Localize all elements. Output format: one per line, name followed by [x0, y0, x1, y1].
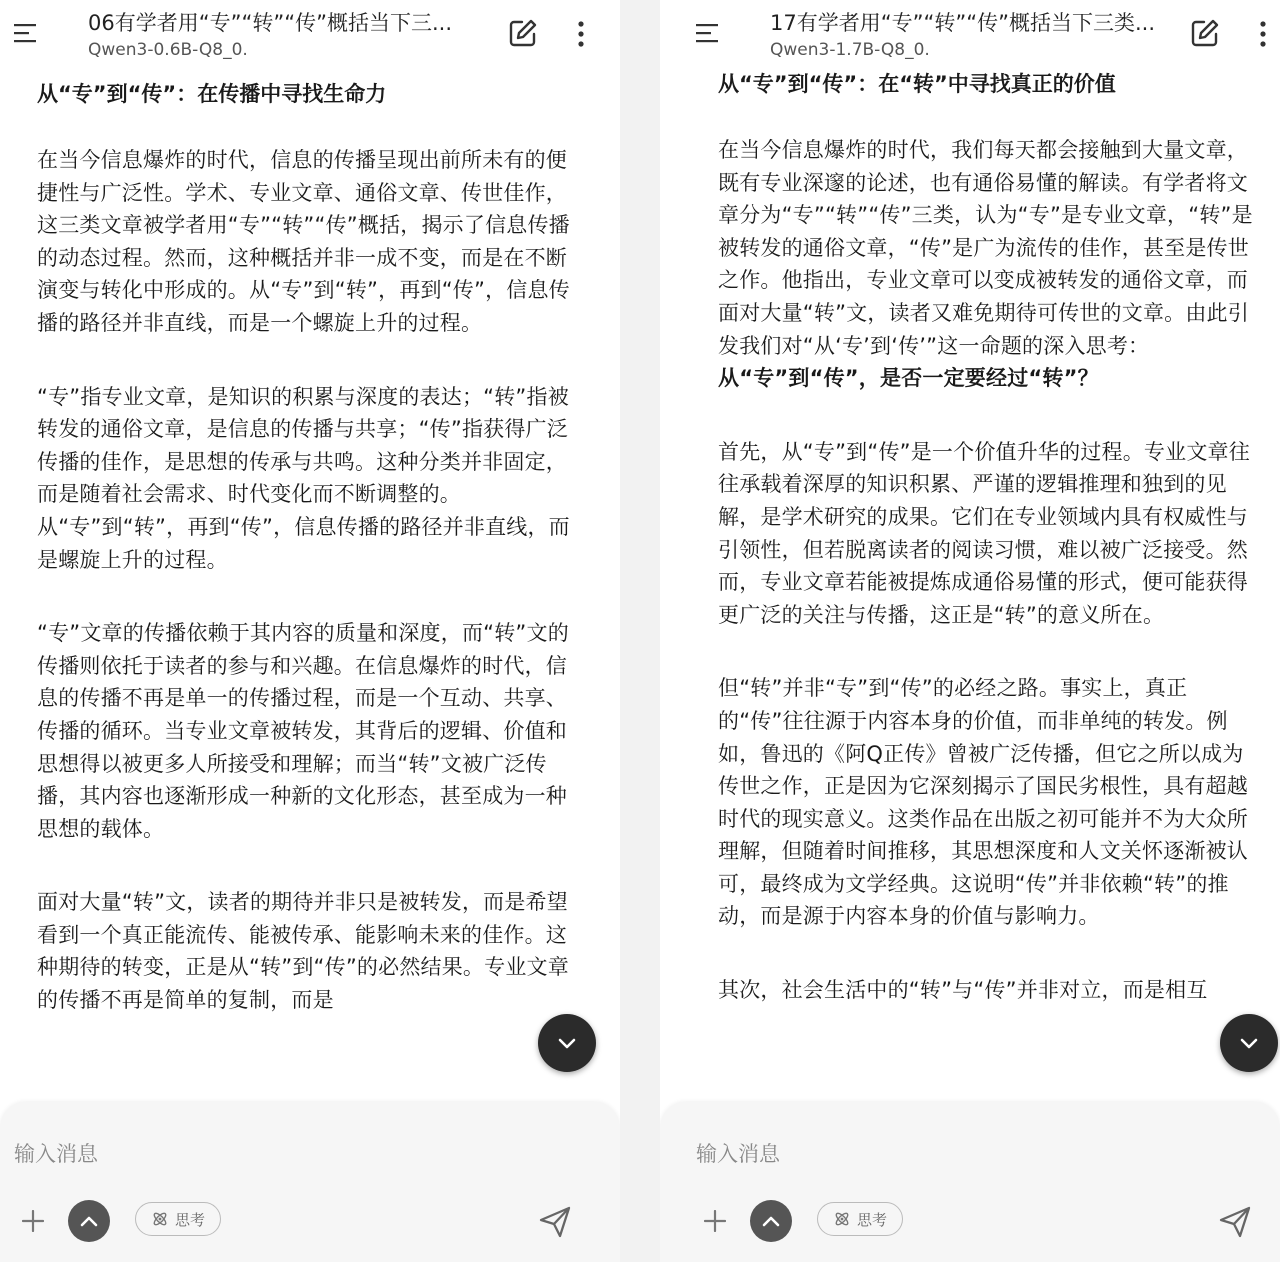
message-paragraph: “专”文章的传播依赖于其内容的质量和深度，而“转”文的传播则依托于读者的参与和兴趣。在信息爆炸的时代，信息的传播不再是单一的传播过程，而是一个互动、共享、传播的循环。当专业文章被转发，其背后的逻辑、价值和思想得以被更多人所接受和理解；而当“转”文被广泛传播，其内容也逐渐形成一种新的文化形态，甚至成为一种思想的载体。	[37, 621, 569, 841]
think-label: 思考	[856, 1210, 887, 1229]
chat-panel-left	[0, 0, 620, 1262]
chat-header	[660, 0, 1280, 70]
think-toggle-button[interactable]	[135, 1202, 221, 1236]
send-icon[interactable]	[1218, 1205, 1252, 1239]
plus-icon[interactable]	[704, 1210, 726, 1232]
message-paragraph: “专”指专业文章，是知识的积累与深度的表达；“转”指被转发的通俗文章，是信息的传播与共享；“传”指获得广泛传播的佳作，是思想的传承与共鸣。这种分类并非固定，而是随着社会需求、时代变化而不断调整的。从“专”到“转”，再到“传”，信息传播的路径并非直线，而是螺旋上升的过程。	[37, 384, 570, 572]
more-options-icon[interactable]	[576, 20, 586, 48]
chat-titles	[88, 10, 488, 62]
scroll-to-bottom-button[interactable]	[1220, 1014, 1278, 1072]
chat-header	[0, 0, 620, 70]
plus-icon[interactable]	[22, 1210, 44, 1232]
message-input[interactable]	[694, 1136, 1178, 1172]
think-label: 思考	[174, 1210, 205, 1229]
message-heading: 从“专”到“传”：在传播中寻找生命力	[37, 82, 387, 106]
new-chat-icon[interactable]	[508, 18, 538, 48]
model-name[interactable]: Qwen3-0.6B-Q8_0.	[88, 40, 248, 60]
chevron-up-icon	[79, 1212, 99, 1230]
message-input[interactable]	[12, 1136, 496, 1172]
chat-titles	[770, 10, 1170, 62]
message-content	[718, 68, 1253, 1102]
menu-icon[interactable]	[14, 22, 38, 44]
scroll-to-bottom-button[interactable]	[538, 1014, 596, 1072]
atom-icon	[151, 1210, 169, 1228]
model-name[interactable]: Qwen3-1.7B-Q8_0.	[770, 40, 930, 60]
more-options-icon[interactable]	[1258, 20, 1268, 48]
message-paragraph: 首先，从“专”到“传”是一个价值升华的过程。专业文章往往承载着深厚的知识积累、严谨的逻辑推理和独到的见解，是学术研究的成果。它们在专业领域内具有权威性与引领性，但若脱离读者的阅读习惯，难以被广泛接受。然而，专业文章若能被提炼成通俗易懂的形式，便可能获得更广泛的关注与传播，这正是“转”的意义所在。	[718, 439, 1250, 627]
chevron-down-icon	[1237, 1031, 1261, 1055]
message-paragraph: 在当今信息爆炸的时代，信息的传播呈现出前所未有的便捷性与广泛性。学术、专业文章、通俗文章、传世佳作，这三类文章被学者用“专”“转”“传”概括，揭示了信息传播的动态过程。然而，这种概括并非一成不变，而是在不断演变与转化中形成的。从“专”到“转”，再到“传”，信息传播的路径并非直线，而是一个螺旋上升的过程。	[37, 148, 570, 335]
chat-title: 06有学者用“专”“转”“传”概括当下三...	[88, 11, 453, 35]
chevron-up-icon	[761, 1212, 781, 1230]
paragraph-bold-text: 从“专”到“传”，是否一定要经过“转”？	[718, 366, 1099, 391]
new-chat-icon[interactable]	[1190, 18, 1220, 48]
chevron-down-icon	[555, 1031, 579, 1055]
message-paragraph: 面对大量“转”文，读者的期待并非只是被转发，而是希望看到一个真正能流传、能被传承、能影响未来的佳作。这种期待的转变，正是从“转”到“传”的必然结果。专业文章的传播不再是简单的复制，而是	[37, 890, 569, 1013]
message-paragraph: 其次，社会生活中的“转”与“传”并非对立，而是相互	[718, 978, 1208, 1003]
chat-title: 17有学者用“专”“转”“传”概括当下三类...	[770, 11, 1156, 35]
paragraph-text: 在当今信息爆炸的时代，我们每天都会接触到大量文章，既有专业深邃的论述，也有通俗易懂的解读。有学者将文章分为“专”“转”“传”三类，认为“专”是专业文章，“转”是被转发的通俗文章，“传”是广为流传的佳作，甚至是传世之作。他指出，专业文章可以变成被转发的通俗文章，而面对大量“转”文，读者又难免期待可传世的文章。由此引发我们对“从‘专’到‘传’”这一命题的深入思考：	[718, 138, 1253, 358]
message-paragraph	[718, 134, 1253, 395]
message-content	[37, 78, 572, 1100]
message-composer	[660, 1102, 1280, 1262]
message-heading: 从“专”到“传”：在“转”中寻找真正的价值	[718, 72, 1116, 96]
message-paragraph: 但“转”并非“专”到“传”的必经之路。事实上，真正的“传”往往源于内容本身的价值，而非单纯的转发。例如，鲁迅的《阿Q正传》曾被广泛传播，但它之所以成为传世之作，正是因为它深刻揭示了国民劣根性，具有超越时代的现实意义。这类作品在出版之初可能并不为大众所理解，但随着时间推移，其思想深度和人文关怀逐渐被认可，最终成为文学经典。这说明“传”并非依赖“转”的推动，而是源于内容本身的价值与影响力。	[718, 676, 1248, 929]
send-icon[interactable]	[538, 1205, 572, 1239]
chat-panel-right	[660, 0, 1280, 1262]
think-toggle-button[interactable]	[817, 1202, 903, 1236]
menu-icon[interactable]	[696, 22, 720, 44]
message-composer	[0, 1102, 620, 1262]
atom-icon	[833, 1210, 851, 1228]
expand-button[interactable]	[750, 1200, 792, 1242]
expand-button[interactable]	[68, 1200, 110, 1242]
